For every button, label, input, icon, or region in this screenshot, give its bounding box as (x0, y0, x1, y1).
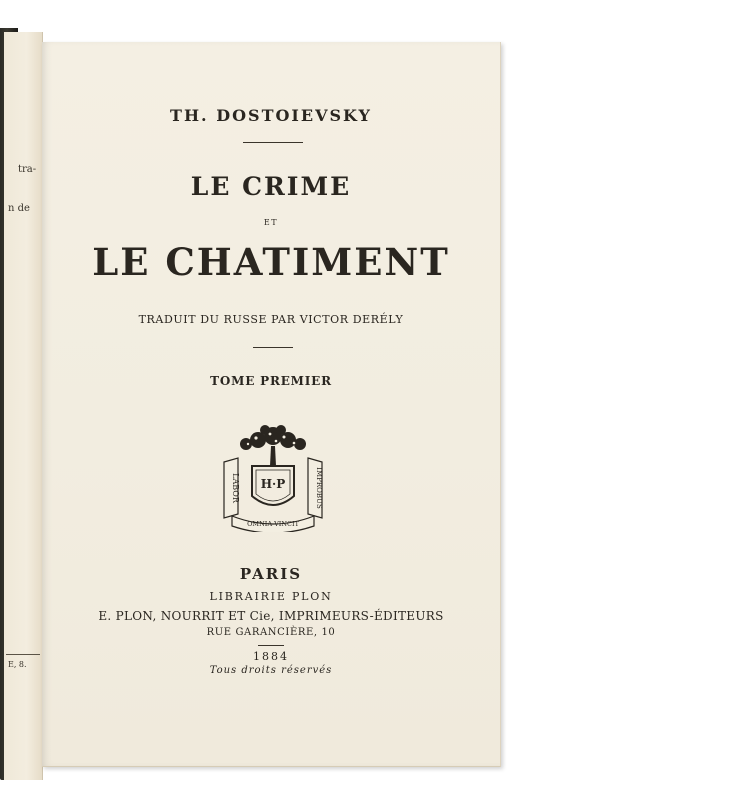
volume-label: TOME PREMIER (210, 374, 332, 388)
divider-rule (253, 347, 293, 348)
divider-rule (258, 645, 284, 646)
publisher-address: RUE GARANCIÈRE, 10 (206, 627, 336, 638)
facing-page-text: E, 8. (8, 660, 27, 669)
publisher-name: LIBRAIRIE PLON (209, 590, 333, 603)
emblem-motto-left: LABOR (231, 473, 240, 503)
facing-page-text: tra- (18, 164, 37, 175)
emblem-motto-bottom: OMNIA VINCIT (247, 520, 299, 528)
emblem-motto-right: IMPROBUS (315, 467, 323, 509)
publisher-emblem-icon (218, 422, 328, 532)
title-page (42, 42, 501, 767)
publication-year: 1884 (253, 650, 289, 663)
title-conjunction: ET (263, 218, 279, 227)
facing-page (4, 32, 43, 780)
printers-line: E. PLON, NOURRIT ET Cie, IMPRIMEURS-ÉDITEURS (98, 609, 444, 623)
facing-page-text: n de (8, 203, 30, 214)
author-name: TH. DOSTOIEVSKY (170, 106, 372, 125)
imprint-city: PARIS (239, 565, 303, 583)
facing-page-rule (6, 654, 40, 655)
translator-credit: TRADUIT DU RUSSE PAR VICTOR DERÉLY (138, 313, 404, 326)
title-line-2: LE CHATIMENT (92, 240, 450, 284)
title-line-1: LE CRIME (190, 172, 352, 201)
emblem-monogram: H·P (260, 477, 286, 491)
rights-notice: Tous droits réservés (209, 665, 333, 676)
divider-rule (243, 142, 303, 143)
